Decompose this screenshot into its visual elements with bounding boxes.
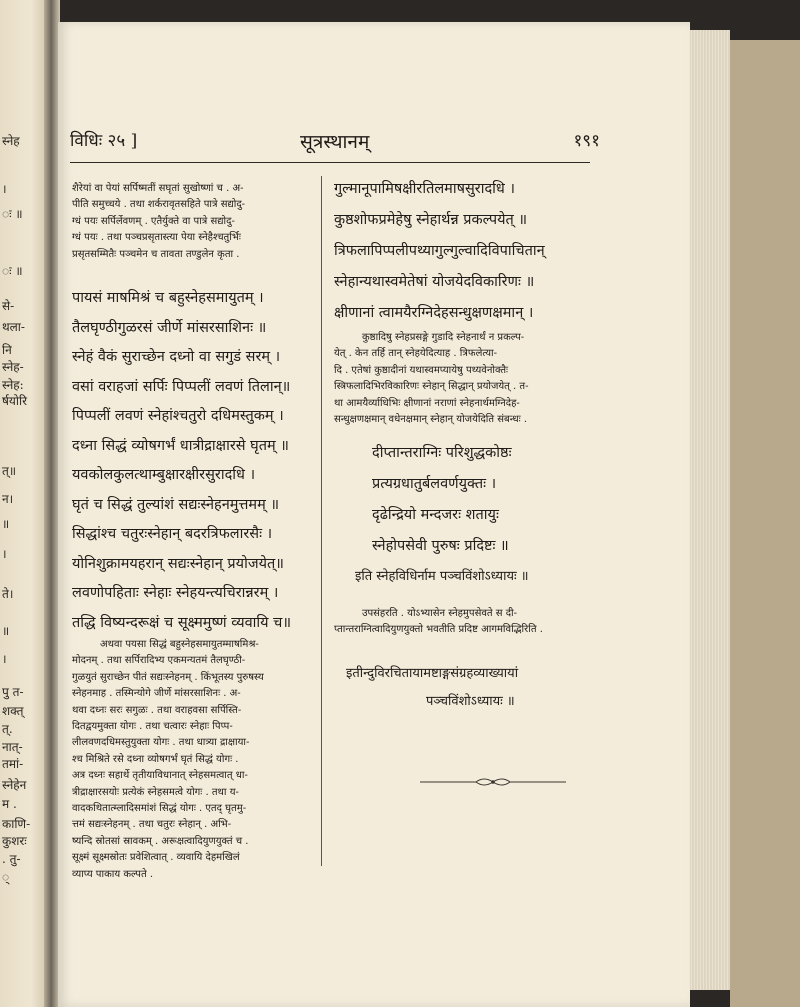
- left-page-fragment: स्नेहेन: [2, 778, 27, 792]
- right-verses: [334, 174, 634, 329]
- left-page-fragment: स्नेह:: [2, 378, 24, 392]
- running-header: [70, 128, 600, 158]
- left-page-fragment: ।: [2, 182, 7, 196]
- left-page-fragment: त्.: [2, 722, 13, 736]
- commentary-line: स्नेहनमाह . तस्मिन्योगे जीर्णे मांसरसाशिनः . अ-: [72, 688, 241, 700]
- right-commentary-1: [334, 330, 634, 428]
- verse-line: घृतं च सिद्धं तुल्यांशं सद्यःस्नेहनमुत्तमम् ॥: [72, 496, 280, 513]
- left-page-fragment: ।: [2, 547, 7, 561]
- verse-line: क्षीणानां त्वामयैरग्निदेहसन्धुक्षणक्षमान् ।: [334, 305, 534, 321]
- verse-line: दृढेन्द्रियो मन्दजरः शतायुः: [372, 507, 499, 523]
- left-page-fragment: न।: [2, 492, 14, 506]
- verse-line: प्रत्यग्रधातुर्बलवर्णयुक्तः ।: [372, 476, 497, 492]
- left-page-fragment: म .: [2, 797, 17, 811]
- book-cover-edge: [730, 40, 800, 1007]
- header-rule: [70, 162, 590, 163]
- verse-line: पिप्पलीं लवणं स्नेहांश्चतुरो दधिमस्तुकम् ।: [72, 408, 284, 424]
- verse-line: दध्ना सिद्धं व्योषगर्भं धात्रीद्राक्षारसे घृतम् ॥: [72, 437, 289, 454]
- verse-line: तद्धि विष्यन्दरूक्षं च सूक्ष्ममुष्णं व्यवायि च॥: [72, 614, 292, 631]
- left-page-fragment: काणि-: [2, 817, 31, 831]
- commentary-line: प्रसृतसम्मितैः पञ्चमेन च तावता तण्डुलेन कृता .: [72, 248, 240, 260]
- commentary-line: दि . एतेषां कुष्ठादीनां यथास्वमप्यायेषु पथ्यवेनोक्तैः: [334, 364, 509, 376]
- left-page-fragment: नात्-: [2, 740, 23, 754]
- left-page-fragment: ः ॥: [2, 264, 23, 278]
- commentary-line: वादकथितात्म्लादिसमांशं सिद्धं योगः . एतद् घृतमु-: [72, 803, 247, 815]
- verse-line: लवणोपहिताः स्नेहाः स्नेहयन्त्यचिरान्नरम् ।: [72, 585, 279, 601]
- commentary-line: गुळयुतं सुराच्छेन पीतं सद्यःस्नेहनम् . किंभूतस्य पुरुषस्य: [72, 671, 264, 683]
- ornament-divider: [418, 775, 568, 789]
- right-verses-2: [372, 438, 632, 562]
- commentary-line: उपसंहरति . योऽभ्यासेन स्नेहमुपसेवते स दी-: [362, 608, 518, 619]
- left-page-fragment: तमां-: [2, 757, 24, 771]
- left-page-fragment: र्षयोरि: [2, 394, 28, 408]
- commentary-line: ग्धं पयः . तथा पञ्चप्रसृतास्त्या पेया स्नेहैश्चतुर्भिः: [72, 232, 241, 244]
- commentary-line: कुष्ठादिषु स्नेहप्रसङ्गे गुडादि स्नेहनार्थं न प्रकल्प-: [362, 332, 525, 343]
- left-page-fragment: त्॥: [2, 464, 17, 478]
- left-facing-page: [0, 0, 44, 1007]
- commentary-line: ष्यन्दि स्रोतसां स्रावकम् . अरूक्षत्वादियुणयुक्तं च .: [72, 835, 249, 847]
- left-verses: [72, 284, 320, 638]
- colophon-line: पञ्चविंशोऽध्यायः ॥: [426, 694, 515, 709]
- verse-line: स्नेहान्यथास्वमेतेषां योजयेदविकारिणः ॥: [334, 274, 535, 290]
- commentary-line: पीति समुच्चये . तथा शर्करावृतसहिते पात्रे सद्योदु-: [72, 199, 246, 211]
- colophon-line: इतीन्दुविरचितायामष्टाङ्गसंग्रहव्याख्यायां: [346, 666, 519, 681]
- commentary-line: दितद्वयमुक्ता योगः . तथा चत्वारः स्नेहाः पिप्प-: [72, 721, 233, 733]
- commentary-line: त्तमं सद्यःस्नेहनम् . तथा चतुरः स्नेहान् . अभि-: [72, 819, 232, 831]
- verse-line: सिद्धांश्च चतुरःस्नेहान् बदरत्रिफलारसैः ।: [72, 526, 273, 542]
- column-divider: [321, 176, 322, 866]
- commentary-line: सन्धुक्षणक्षमान् वधेनक्षमान् स्नेहान् योजयेदिति संबन्धः .: [334, 414, 528, 426]
- commentary-line: स्त्रिफलादिभिरविकारिणः स्नेहान् सिद्धान् प्रयोजयेत् . त-: [334, 381, 529, 393]
- commentary-line: प्तान्तराग्नित्वादियुणयुक्तो भवतीति प्रदिष्ट आगमविद्भिरिति .: [334, 624, 543, 636]
- left-bottom-commentary: [72, 637, 320, 883]
- left-page-fragment: ॥: [2, 517, 10, 531]
- header-title: सूत्रस्थानम्: [300, 131, 370, 153]
- left-page-fragment: नि: [2, 343, 12, 357]
- left-page-fragment: कुशरः: [2, 834, 27, 848]
- chapter-end: इति स्नेहविधिर्नाम पञ्चविंशोऽध्यायः ॥: [355, 569, 529, 584]
- commentary-line: व्याप्य पाकाय कल्पते .: [72, 868, 154, 880]
- verse-line: स्नेहोपसेवी पुरुषः प्रदिष्टः ॥: [372, 538, 509, 554]
- commentary-line: शैरेयां वा पेयां सर्पिष्मतीं सघृतां सुखोष्णां च . अ-: [72, 183, 244, 194]
- commentary-line: था आमयैर्व्याधिभिः क्षीणानां नराणां स्नेहनार्थमग्निदेह-: [334, 397, 520, 409]
- header-left: विधिः २५ ]: [70, 131, 138, 151]
- commentary-line: अथवा पयसा सिद्धं बहुस्नेहसमायुतम्माषमिश्र-: [100, 639, 259, 650]
- left-page-fragment: ।: [2, 652, 7, 666]
- left-page-fragment: स्नेह: [2, 134, 20, 148]
- left-page-fragment: . तु-: [2, 852, 21, 866]
- verse-line: स्नेहं वैकं सुराच्छेन दध्नो वा सगुडं सरम् ।: [72, 349, 281, 365]
- verse-line: यवकोलकुलत्थाम्बुक्षारक्षीरसुरादधि ।: [72, 467, 256, 483]
- commentary-line: मोदनम् . तथा सर्पिरादिभ्य एकमन्यतमं तैलघृण्ठी-: [72, 655, 246, 667]
- commentary-line: श्च मिश्रिते रसे दध्ना व्योषगर्भं घृतं सिद्धं योगः .: [72, 753, 239, 765]
- verse-line: त्रिफलापिप्पलीपथ्यागुल्गुल्वादिविपाचितान्: [334, 243, 545, 259]
- right-commentary-2: [334, 606, 634, 639]
- commentary-line: थवा दध्नः सरः सगुळः . तथा वराहवसा सर्पिस्ति-: [72, 704, 242, 716]
- verse-line: पायसं माषमिश्रं च बहुस्नेहसमायुतम् ।: [72, 290, 264, 306]
- commentary-line: अत्र दध्नः सहार्थे तृतीयाविधानात् स्नेहसमत्वात् धा-: [72, 770, 248, 782]
- left-page-fragment: पु त-: [2, 685, 24, 699]
- left-top-commentary: [72, 181, 320, 263]
- left-page-fragment: शक्त्: [2, 704, 24, 718]
- colophon: [346, 660, 636, 716]
- commentary-line: ग्धं पयः सर्पिर्लेवणम् . एतैर्युक्ते वा पात्रे सद्योदु-: [72, 215, 235, 227]
- commentary-line: येत् . केन तर्हि तान् स्नेहयेदित्याह . त्रिफलेत्या-: [334, 348, 498, 360]
- verse-line: वसां वराहजां सर्पिः पिप्पलीं लवणं तिलान्॥: [72, 378, 291, 395]
- commentary-line: त्रीद्राक्षारसयोः प्रत्येकं स्नेहसमत्वे योगः . तथा य-: [72, 786, 239, 798]
- left-page-fragment: ते।: [2, 587, 14, 601]
- verse-line: कुष्ठशोफप्रमेहेषु स्नेहार्थन्न प्रकल्पयेत् ॥: [334, 212, 528, 228]
- commentary-line: सूक्ष्मं सूक्ष्मस्रोतः प्रवेशित्वात् . व्यवायि देहमखिलं: [72, 852, 240, 864]
- commentary-line: लीलवणदधिमस्तुयुक्ता योगः . तथा धात्र्या द्राक्षाया-: [72, 737, 250, 749]
- left-page-fragment: ्: [2, 870, 10, 884]
- verse-line: योनिशुक्रामयहरान् सद्यःस्नेहान् प्रयोजयेत्॥: [72, 555, 284, 572]
- page-edges: [690, 30, 730, 990]
- verse-line: दीप्तान्तराग्निः परिशुद्धकोष्ठः: [372, 445, 512, 461]
- left-page-fragment: ॥: [2, 624, 10, 638]
- verse-line: गुल्मानूपामिषक्षीरतिलमाषसुरादधि ।: [334, 181, 515, 197]
- left-page-fragment: ः ॥: [2, 207, 23, 221]
- left-page-fragment: स्नेह-: [2, 360, 24, 374]
- page-number: १९१: [573, 131, 600, 151]
- left-page-fragment: से-: [2, 299, 15, 313]
- verse-line: तैलघृण्ठीगुळरसं जीर्णे मांसरसाशिनः ॥: [72, 319, 267, 336]
- left-page-fragment: थला-: [2, 320, 25, 334]
